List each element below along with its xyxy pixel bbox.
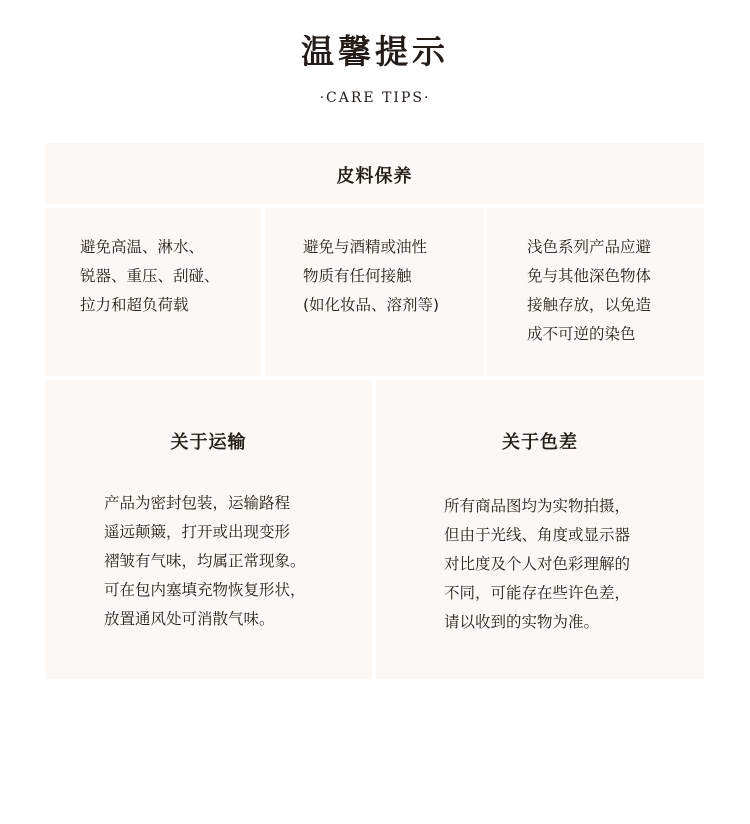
tip-line: 接触存放，以免造	[527, 296, 652, 314]
fabric-tip-card-1	[45, 208, 261, 376]
color-difference-heading: 关于色差	[502, 432, 578, 453]
tip-line: 免与其他深色物体	[527, 267, 652, 285]
color-line: 但由于光线、角度或显示器	[444, 526, 631, 544]
color-difference-panel	[376, 380, 704, 679]
shipping-line: 褶皱有气味，均属正常现象。	[104, 552, 306, 570]
shipping-line: 放置通风处可消散气味。	[104, 610, 275, 628]
tip-line: 浅色系列产品应避	[527, 238, 652, 256]
page-subtitle: ·CARE TIPS·	[319, 90, 431, 106]
color-line: 请以收到的实物为准。	[444, 613, 600, 631]
shipping-text	[104, 489, 306, 634]
tip-line: 拉力和超负荷载	[80, 296, 189, 314]
fabric-care-header-panel	[45, 143, 704, 204]
color-difference-text	[444, 492, 630, 637]
tip-line: 成不可逆的染色	[527, 325, 636, 343]
shipping-heading: 关于运输	[170, 432, 247, 453]
shipping-panel	[45, 380, 372, 679]
shipping-line: 可在包内塞填充物恢复形状，	[104, 581, 306, 599]
fabric-tip-text-1	[80, 233, 220, 320]
tip-line: 避免与酒精或油性	[303, 238, 428, 256]
color-line: 所有商品图均为实物拍摄，	[444, 497, 631, 515]
fabric-care-heading: 皮料保养	[336, 166, 413, 187]
tip-line: 锐器、重压、刮碰、	[80, 267, 220, 285]
tip-line: 避免高温、淋水、	[80, 238, 205, 256]
color-line: 对比度及个人对色彩理解的	[444, 555, 631, 573]
fabric-tip-text-2	[303, 233, 439, 320]
tip-line: 物质有任何接触	[303, 267, 412, 285]
fabric-tip-text-3	[527, 233, 651, 349]
color-line: 不同，可能存在些许色差，	[444, 584, 631, 602]
tip-line: (如化妆品、溶剂等)	[303, 296, 440, 314]
fabric-tip-card-2	[266, 208, 483, 376]
shipping-line: 产品为密封包装，运输路程	[104, 494, 291, 512]
shipping-line: 遥远颠簸，打开或出现变形	[104, 523, 291, 541]
fabric-tip-card-3	[487, 208, 704, 376]
page-title: 温馨提示	[301, 32, 449, 71]
